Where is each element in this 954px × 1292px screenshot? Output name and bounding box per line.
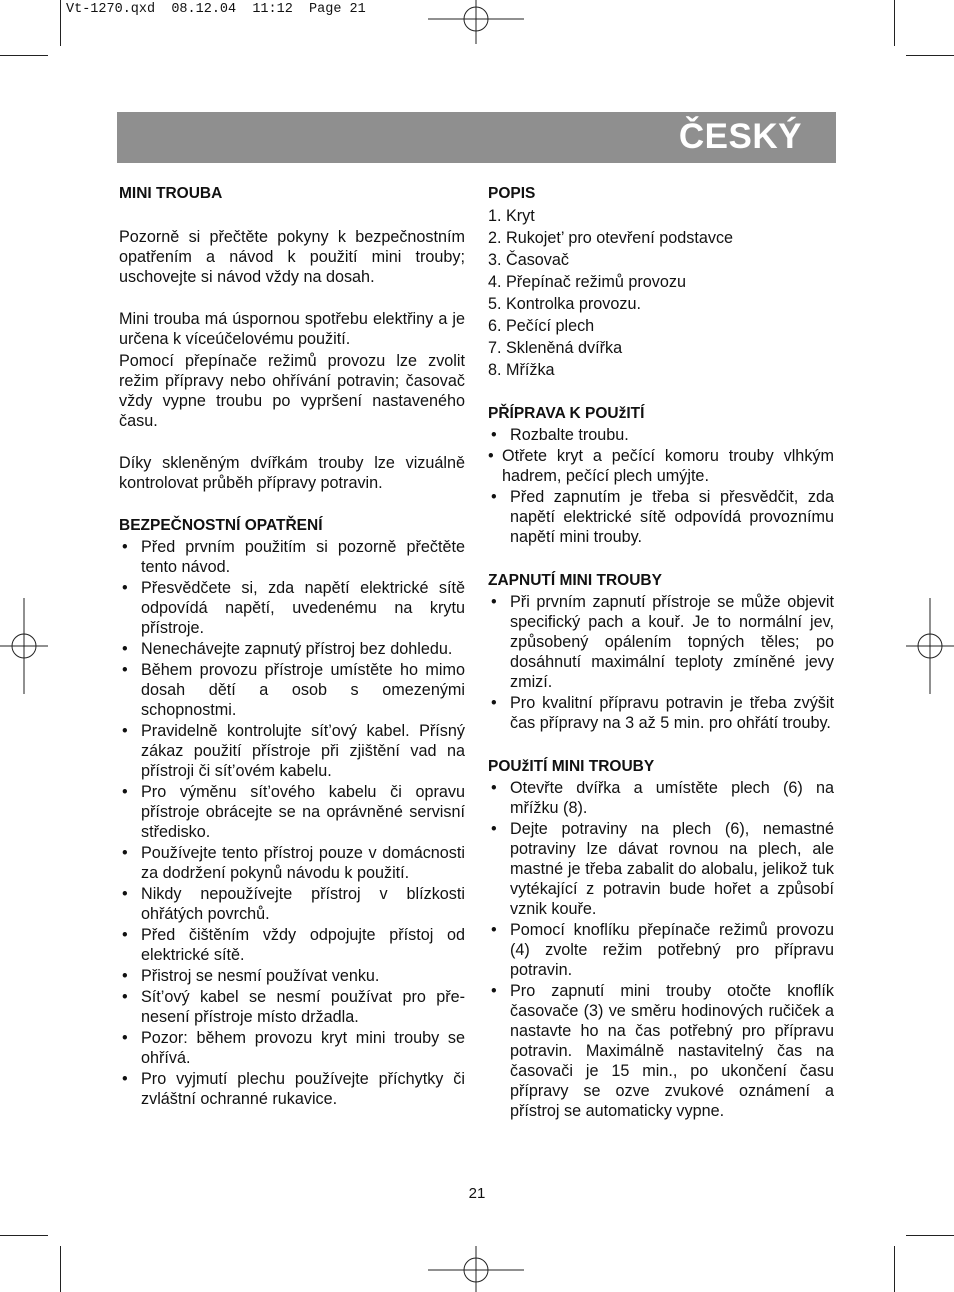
intro-paragraph: Pomocí přepínače režimů provozu lze zvolit režim přípravy nebo ohřívání potravin; časovač vždy vypne troubu po vypršení nastaveného času. [119, 352, 465, 430]
list-item: 2. Rukojet’ pro otevření podstavce [488, 229, 734, 247]
list-item: • Přesvědčete si, zda napětí elektrické sítě odpovídá napětí, uvedenému na krytu přístroje. [122, 579, 465, 637]
list-item: • Pozor: během provozu kryt mini trouby se ohřívá. [122, 1029, 465, 1067]
left-column [119, 183, 465, 1110]
list-item: • Sít’ový kabel se nesmí používat pro přenesení přístroje místo držadla. [122, 988, 465, 1026]
list-item: 3. Časovač [488, 251, 569, 269]
list-item: • Během provozu přístroje umístěte ho mimo dosah dětí a osob s omezenými schopnostmi. [122, 661, 465, 719]
section-title-safety: BEZPEČNOSTNÍ OPATŘENÍ [119, 517, 323, 534]
list-item: • Pro výměnu sít’ového kabelu či opravu přístroje obrácejte se na oprávněné servisní středisko. [122, 783, 465, 841]
usage-list [488, 778, 834, 1121]
list-item: • Používejte tento přístroj pouze v domácnosti za dodržení pokynů návodu k použití. [122, 844, 465, 882]
list-item: 6. Pečící plech [488, 317, 595, 335]
registration-mark-bottom-icon [428, 1246, 524, 1292]
preparation-list [488, 425, 834, 547]
list-item: • Pravidelně kontrolujte sít’ový kabel. Přísný zákaz použití přístroje při zjištění vad na přístroji či sít’ovém kabelu. [122, 722, 465, 780]
list-item: • Před zapnutím je třeba si přesvědčit, zda napětí elektrické sítě odpovídá provoznímu napětí mini trouby. [491, 488, 834, 546]
intro-paragraph: Mini trouba má úspornou spotřebu elektřiny a je určena k víceúčelovému použití. [119, 310, 465, 348]
list-item: • Pro vyjmutí plechu používejte příchytky či zvláštní ochranné rukavice. [122, 1070, 465, 1108]
switching-on-list [488, 592, 834, 733]
crop-mark-bottom-right-v [894, 1246, 895, 1292]
banner-title: ČESKÝ [678, 117, 802, 156]
list-item: • Rozbalte troubu. [491, 426, 629, 444]
registration-mark-top-icon [428, 0, 524, 44]
language-banner [117, 112, 836, 163]
page-number: 21 [468, 1185, 486, 1202]
crop-mark-top-right-v [894, 0, 895, 46]
list-item: • Přistroj se nesmí používat venku. [122, 967, 380, 985]
right-column [488, 183, 834, 1122]
list-item: 7. Skleněná dvířka [488, 339, 623, 357]
section-title-description: POPIS [488, 185, 536, 202]
registration-mark-right-icon [906, 598, 954, 694]
section-title-mini-trouba: MINI TROUBA [119, 185, 223, 202]
intro-paragraph: Pozorně si přečtěte pokyny k bezpečnostním opatřením a návod k použití mini trouby; uschovejte si návod vždy na dosah. [119, 228, 465, 286]
section-title-preparation: PŘÍPRAVA K POUžITÍ [488, 405, 645, 422]
crop-mark-top-left-h [0, 55, 48, 56]
list-item: • Pomocí knoflíku přepínače režimů provozu (4) zvolte režim potřebný pro přípravu potravin. [491, 921, 834, 979]
crop-mark-bottom-left-v [60, 1246, 61, 1292]
section-title-switching-on: ZAPNUTÍ MINI TROUBY [488, 572, 662, 589]
list-item: • Před čištěním vždy odpojujte přístoj od elektrické sítě. [122, 926, 465, 964]
crop-mark-bottom-left-h [0, 1235, 48, 1236]
crop-mark-top-right-h [906, 55, 954, 56]
print-slug: Vt-1270.qxd 08.12.04 11:12 Page 21 [66, 2, 366, 17]
list-item: • Pro kvalitní přípravu potravin je třeba zvýšit čas přípravy na 3 až 5 min. pro ohřátí trouby. [491, 694, 834, 732]
parts-list [488, 205, 834, 381]
list-item: • Nikdy nepoužívejte přístroj v blízkosti ohřátých povrchů. [122, 885, 465, 923]
crop-mark-bottom-right-h [906, 1235, 954, 1236]
list-item: • Pro zapnutí mini trouby otočte knoflík časovače (3) ve směru hodinových ručiček a nastavte ho na čas potřebný pro přípravu potravin. Maximálně nastavitelný čas na časovači je 15 min., po ukončení času přípravy se ozve zvukové oznámení a přístroj se automaticky vypne. [491, 982, 834, 1120]
list-item: 1. Kryt [488, 207, 535, 225]
list-item: • Dejte potraviny na plech (6), nemastné potraviny lze dávat rovnou na plech, ale mastné je třeba zabalit do alobalu, jelikož tuk vytékající z potravin bude hořet a způsobí vznik kouře. [491, 820, 834, 918]
registration-mark-left-icon [0, 598, 48, 694]
safety-list [119, 537, 465, 1109]
list-item: 8. Mřížka [488, 361, 555, 379]
list-item: • Nenechávejte zapnutý přístroj bez dohledu. [122, 640, 453, 658]
intro-paragraph: Díky skleněným dvířkám trouby lze vizuálně kontrolovat průběh přípravy potravin. [119, 454, 465, 492]
crop-mark-top-left-v [60, 0, 61, 46]
list-item: 4. Přepínač režimů provozu [488, 273, 686, 291]
list-item: 5. Kontrolka provozu. [488, 295, 641, 313]
section-title-usage: POUžITÍ MINI TROUBY [488, 758, 655, 775]
list-item: • Před prvním použitím si pozorně přečtěte tento návod. [122, 538, 465, 576]
list-item: • Otřete kryt a pečící komoru trouby vlhkým hadrem, pečící plech umýjte. [488, 447, 834, 485]
list-item: • Při prvním zapnutí přístroje se může objevit specifický pach a kouř. Je to normální jev, způsobený opálením topných těles; po dosáhnutí maximální teploty zmíněné jevy zmizí. [491, 593, 834, 691]
list-item: • Otevřte dvířka a umístěte plech (6) na mřížku (8). [491, 779, 834, 817]
